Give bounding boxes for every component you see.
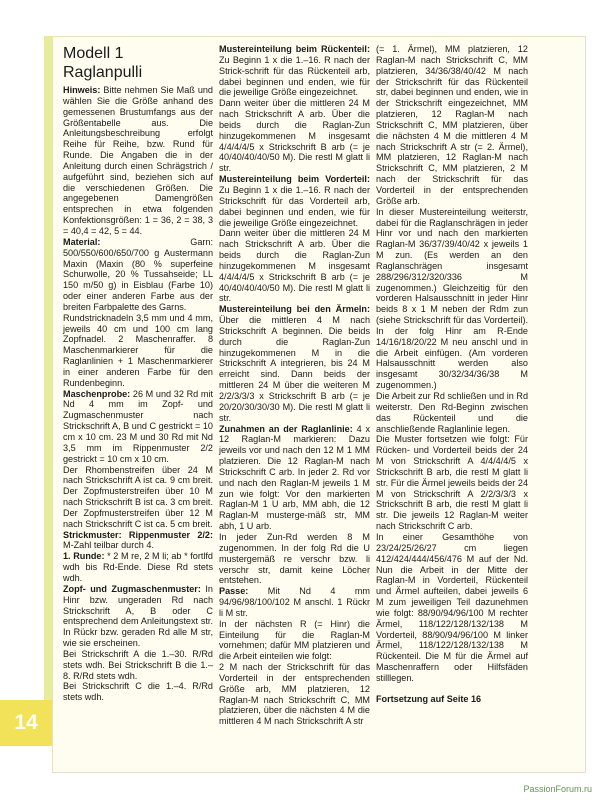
rhombenstreifen-paragraph: Der Rhombenstreifen über 24 M nach Strickschrift A ist ca. 9 cm breit. Der Zopfmusterstreifen über 10 M nach Strickschrift B ist ca. 3 cm breit. Der Zopfmusterstreifen über 12 M nach Strickschrift C ist ca. 5 cm breit. (63, 464, 213, 529)
page-number: 14 (14, 711, 38, 734)
column-1 (63, 44, 213, 703)
rueckenteil-paragraph (219, 44, 370, 98)
passe-paragraph-3: 2 M nach der Strickschrift für das Vorderteil in der entsprechenden Größe arb, MM platzieren, 12 Raglan-M nach Strickschrift C, MM platzieren, über die nächsten 4 M die mittleren 4 M nach Strickschrift A str (219, 662, 370, 727)
rueckenteil-heading: Mustereinteilung beim Rückenteil: (219, 44, 370, 54)
maschenprobe-text: 26 M und 32 Rd mit Nd 4 mm im Zopf- und Zugmaschenmuster nach Strickschrift A, B und C gestrickt = 10 cm x 10 cm. 23 M und 30 Rd mit Nd 3,5 mm im Rippenmuster 2/2 gestrickt = 10 cm x 10 cm. (63, 388, 213, 464)
hinweis-paragraph (63, 85, 213, 237)
rundbeginn-paragraph: Die Arbeit zur Rd schließen und in Rd weiterstr. Den Rd-Beginn zwischen das Rückenteil und die anschließende Raglanlinie legen. (376, 391, 528, 434)
hinweis-heading: Hinweis: (63, 85, 101, 95)
zopfmuster-text: In Hinr bzw. ungeraden Rd nach Strickschrift A, B oder C entsprechend dem Anleitungstext str. In Rückr bzw. geraden Rd alle M str, wie sie erscheinen. (63, 583, 213, 649)
zopfmuster-heading: Zopf- und Zugmaschenmuster: (63, 583, 201, 594)
strickschrift-c-paragraph: Bei Strickschrift C die 1.–4. R/Rd stets wdh. (63, 681, 213, 703)
rueckenteil-text: Zu Beginn 1 x die 1.–16. R nach der Strick-schrift für das Rückenteil arb, dabei beginnen und enden, wie für die jeweilige Größe eingezeichnet. (219, 54, 370, 98)
zunahmen-heading: Zunahmen an der Raglanlinie: (219, 423, 353, 434)
material-heading: Material: (63, 236, 101, 247)
rippenmuster-text: M-Zahl teilbar durch 4. (63, 540, 154, 551)
material-tools: Rundstricknadeln 3,5 mm und 4 mm, jeweils 40 cm und 100 cm lang Zopfnadel. 2 Maschenraffer. 8 Maschenmarkierer für die Raglanlinien + 1 Maschenmarkierer in einer anderen Farbe für den Rundenbeginn. (63, 312, 213, 388)
model-subtitle: Raglanpulli (63, 64, 143, 81)
page-number-tab (0, 700, 52, 746)
zunahmen-paragraph (219, 424, 370, 532)
fortsetzung-link[interactable]: Fortsetzung auf Seite 16 (376, 693, 482, 704)
rippenmuster-heading: Strickmuster: Rippenmuster 2/2: (63, 529, 213, 540)
rippenmuster-paragraph (63, 530, 213, 552)
vorderteil-text: Zu Beginn 1 x die 1.–16. R nach der Strickschrift für das Vorderteil arb, dabei beginnen und enden, wie für die jeweilige Größe eingezeichnet. (219, 184, 370, 228)
model-title: Modell 1 (63, 45, 124, 62)
rueckenteil-paragraph-2: Dann weiter über die mittleren 24 M nach Strickschrift A arb. Über die beids durch die Raglan-Zun hinzugekommenen M insgesamt 4/4/4/4/5 x Strickschrift B arb (= je 40/40/40/40/50 M). Die restl M glatt li str. (219, 98, 370, 174)
column-2 (219, 44, 370, 727)
passe-paragraph-2: In der nächsten R (= Hinr) die Einteilung für die Raglan-M vornehmen; dafür MM platzieren und die Arbeit einteilen wie folgt: (219, 618, 370, 662)
aermel-text: Über die mittleren 4 M nach Strickschrift A beginnen. Die beids durch die Raglan-Zun hinzugekommenen M in die Strickschrift A integrieren, bis 24 M erreicht sind. Dann beids der mittleren 24 M über die weiteren M 2/2/3/3/3 x Strickschrift B arb (= je 20/20/30/30/30 M). Die restl M glatt li str. (219, 315, 370, 423)
material-text: Garn: 500/550/600/650/700 g Austermann Maxin (Maxin (80 % superfeine Schurwolle, 20 % Tussahseide; LL 150 m/50 g) in Eisblau (Farbe 10) oder einer anderen Farbe aus der breiten Farbpalette des Garns. (63, 236, 213, 312)
passe-text: Mit Nd 4 mm 94/96/98/100/102 M anschl. 1 Rückr li M str. (219, 586, 370, 618)
aermel-heading: Mustereinteilung bei den Ärmeln: (219, 304, 370, 315)
passe-paragraph (219, 586, 370, 619)
vorderteil-paragraph-2: Dann weiter über die mittleren 24 M nach Strickschrift A arb. Über die beids durch die Raglan-Zun hinzugekommenen M insgesamt 4/4/4/4/5 x Strickschrift B arb (= je 40/40/40/40/50 M). Die restl M glatt li str. (219, 228, 370, 304)
aermel-paragraph (219, 304, 370, 423)
vorderteil-paragraph (219, 174, 370, 228)
material-paragraph (63, 237, 213, 313)
accent-bar (44, 36, 52, 726)
runde-heading: 1. Runde: (63, 551, 105, 562)
runde-paragraph (63, 551, 213, 584)
maschenprobe-paragraph (63, 389, 213, 465)
watermark: PassionForum.ru (523, 784, 592, 794)
raglanschraegen-paragraph: In dieser Mustereinteilung weiterstr, dabei für die Raglanschrägen in jeder Hinr vor und nach den markierten Raglan-M 36/37/39/40/42 x jeweils 1 M zun. (Es werden an den Raglanschrägen insgesamt 288/296/312/320/336 M zugenommen.) Gleichzeitig für den vorderen Halsausschnitt in jeder Hinr beids 8 x 1 M neben der Rdm zun (siehe Strickschrift für das Vorderteil). In der folg Hinr am R-Ende 14/16/18/20/22 M neu anschl und in die Arbeit einfügen. (Am vorderen Halsausschnitt werden also insgesamt 30/32/34/36/38 M zugenommen.) (376, 206, 528, 391)
zunahmen-paragraph-2: In jeder Zun-Rd werden 8 M zugenommen. In der folg Rd die U mustergemäß re verschr bzw. li verschr str, damit keine Löcher entstehen. (219, 531, 370, 586)
column-3 (376, 44, 528, 705)
vorderteil-heading: Mustereinteilung beim Vorderteil: (219, 174, 370, 185)
runde-text: * 2 M re, 2 M li; ab * fortlfd wdh bis Rd-Ende. Diese Rd stets wdh. (63, 551, 213, 583)
strickschrift-ab-paragraph: Bei Strickschrift A die 1.–30. R/Rd stets wdh. Bei Strickschrift B die 1.– 8. R/Rd stets wdh. (63, 648, 213, 681)
maschenprobe-heading: Maschenprobe: (63, 388, 131, 399)
passe-heading: Passe: (219, 586, 249, 597)
hinweis-text: Bitte nehmen Sie Maß und wählen Sie die Größe anhand des gemessenen Brustumfangs aus der Größentabelle aus. Die Anleitungsbeschreibung erfolgt Reihe für Reihe, bzw. Rund für Runde. Die Angaben die in der Anleitung durch einen Schrägstrich / aufgeführt sind, beziehen sich auf die verschiedenen Größen. Die angegebenen Damengrößen entsprechen in etwa folgenden Konfektionsgrößen: 1 = 36, 2 = 38, 3 = 40,4 = 42, 5 = 44. (63, 85, 213, 236)
muster-fortsetzen-paragraph: Die Muster fortsetzen wie folgt: Für Rücken- und Vorderteil beids der 24 M von Strickschrift A 4/4/4/4/5 x Strickschrift B arb, die restl M glatt li str. Für die Ärmel jeweils beids der 24 M von Strickschrift A 2/2/3/3/3 x Strickschrift B arb, die restl M glatt li str. Die jeweils 12 Raglan-M weiter nach Strickschrift C arb. (376, 434, 528, 532)
gesamthoehe-paragraph: In einer Gesamthöhe von 23/24/25/26/27 cm liegen 412/424/444/456/476 M auf der Nd. Nun die Arbeit in der Mitte der Raglan-M in Vorderteil, Rückenteil und Ärmel aufteilen, dabei jeweils 6 M zum jeweiligen Teil dazunehmen wie folgt: 88/90/94/96/100 M rechter Ärmel, 118/122/128/132/138 M Vorderteil, 88/90/94/96/100 M linker Ärmel, 118/122/128/132/138 M Rückenteil. Die M für die Ärmel auf Maschenraffern oder Hilfsfäden stilllegen. (376, 531, 528, 683)
zopfmuster-paragraph (63, 584, 213, 649)
zunahmen-text: 4 x 12 Raglan-M markieren: Dazu jeweils vor und nach den 12 M 1 MM platzieren. Die 12 Raglan-M nach Strickschrift C arb. In jeder 2. Rd vor und nach den Raglan-M jeweils 1 M zun wie folgt: Vor den markierten Raglan-M 1 U arb, MM abh, die 12 Raglan-M musterge-mäß str, MM abh, 1 U arb. (219, 423, 370, 532)
einteilung-paragraph: (= 1. Ärmel), MM platzieren, 12 Raglan-M nach Strickschrift C, MM platzieren, 34/36/38/40/42 M nach der Strickschrift für das Rückenteil str, dabei beginnen und enden, wie in der Strickschrift eingezeichnet, MM platzieren, 12 Raglan-M nach Strickschrift C, MM platzieren, über die nächsten 4 M die mittleren 4 M nach Strickschrift A str (= 2. Ärmel), MM platzieren, 12 Raglan-M nach Strickschrift C, MM platzieren, 2 M nach der Strickschrift für das Vorderteil in der entsprechenden Größe arb. (376, 44, 528, 206)
